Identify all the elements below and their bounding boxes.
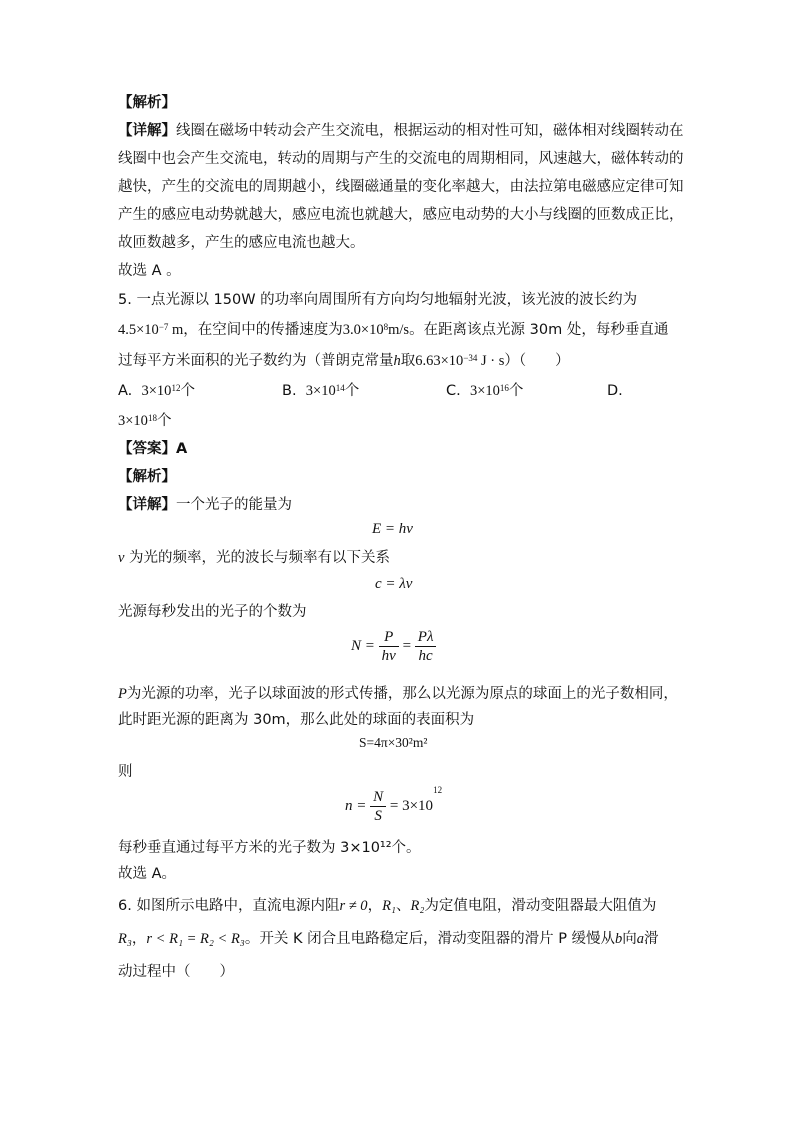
q5-stem-text: ）（ ） [504,353,570,369]
q6-math: b [615,931,623,947]
option-d-label: D. [607,383,623,399]
q5-speed: $3.0\times 10^8m/s$ [342,322,410,338]
q5-stem-line-2 [118,320,668,340]
q5-answer: 【答案】A [118,441,188,457]
planck-value: $6.63\times 10^{-34}$ J · s [415,353,505,369]
q5-detail-line-4 [118,684,678,704]
p4-detail-line-2: 线圈中也会产生交流电，转动的周期与产生的交流电的周期相同，风速越大，磁体转动的 [118,151,684,167]
q6-text: 向 [622,931,637,947]
p4-detail-line-1 [118,121,684,141]
q5-detail-line-1 [118,495,292,515]
option-a: A. $3\times 10^{12}$个 [118,383,195,399]
q6-math: r ≠ 0 [339,898,368,914]
q6-text: 滑 [644,931,659,947]
q5-detail-line-2 [118,548,390,568]
q5-stem-text: 取 [400,353,416,369]
q5-text: 一个光子的能量为 [176,497,292,513]
q5-stem-text: 过每平方米面积的光子数约为（普朗克常量 [118,353,394,369]
p4-detail-line-3: 越快，产生的交流电的周期越小，线圈磁通量的变化率越大，由法拉第电磁感应定律可知 [118,179,684,195]
equation-photon-density: n = $\frac{N}{S}$ = $3\times 10^{12}$ [345,785,443,824]
q6-math: a [636,931,645,947]
q5-wavelength: $4.5\times 10^{-7}$ m [118,322,184,338]
q5-stem-line-1 [118,290,637,310]
q6-math: R₂ [410,898,425,914]
equation-photon-count: N = $\frac{P}{h\nu}$ = $\frac{P\lambda}{hc}$ [351,628,436,665]
q5-detail-line-7: 每秒垂直通过每平方米的光子数为 3×10¹²个。 [118,840,421,856]
q5-number: 5. [118,292,132,308]
q5-jiexi-heading: 【解析】 [118,469,176,485]
q5-stem-text: 一点光源以 150W 的功率向周围所有方向均匀地辐射光波，该光波的波长约为 [136,292,638,308]
q6-stem-line-3: 动过程中（ ） [118,964,234,980]
p4-text: 线圈在磁场中转动会产生交流电，根据运动的相对性可知，磁体相对线圈转动在 [176,123,684,139]
q5-detail-label: 【详解】 [118,497,176,513]
q5-text: 为光的频率，光的波长与频率有以下关系 [129,550,391,566]
q6-text: ， [131,931,147,947]
q6-text: ， [367,898,383,914]
q5-text: 为光源的功率，光子以球面波的形式传播，那么以光源为原点的球面上的光子数相同， [126,686,678,702]
q6-text: 为定值电阻，滑动变阻器最大阻值为 [424,898,657,914]
q5-conclusion: 故选 A。 [118,866,177,882]
q6-text: 。开关 K 闭合且电路稳定后，滑动变阻器的滑片 P 缓慢从 [244,931,616,947]
p4-conclusion: 故选 A 。 [118,263,181,279]
option-b: B. $3\times 10^{14}$个 [282,383,360,399]
p4-detail-label: 【详解】 [118,123,176,139]
planck-symbol: h [393,353,401,369]
q5-detail-line-3: 光源每秒发出的光子的个数为 [118,604,307,620]
p4-detail-line-4: 产生的感应电动势就越大，感应电流也就越大，感应电动势的大小与线圈的匝数成正比， [118,207,684,223]
q5-stem-text: ，在空间中的传播速度为 [183,322,343,338]
q6-math: R₁ [382,898,396,914]
nu-symbol: ν [118,550,125,566]
option-c: C. $3\times 10^{16}$个 [446,383,524,399]
q6-text: 、 [395,898,411,914]
option-d: $3\times 10^{18}$个 [118,413,172,429]
p4-jiexi-heading: 【解析】 [118,95,176,111]
q5-detail-line-6: 则 [118,764,133,780]
q5-stem-line-3 [118,351,570,371]
equation-sphere-area: S=4π×30²m² [359,735,428,750]
q6-math: R₃ [118,931,132,947]
q5-detail-line-5: 此时距光源的距离为 30m，那么此处的球面的表面积为 [118,712,475,728]
p4-detail-line-5: 故匝数越多，产生的感应电流也越大。 [118,235,365,251]
q6-stem-line-1 [118,896,656,916]
q5-stem-text: 。在距离该点光源 30m 处，每秒垂直通 [409,322,669,338]
equation-photon-energy: E = hν [372,521,413,537]
equation-wave-relation: c = λν [375,576,413,592]
power-symbol: P [118,686,127,702]
q6-math: r < R₁ = R₂ < R₃ [146,931,245,947]
q6-stem-line-2 [118,929,659,949]
q6-text: 6. 如图所示电路中，直流电源内阻 [118,898,340,914]
